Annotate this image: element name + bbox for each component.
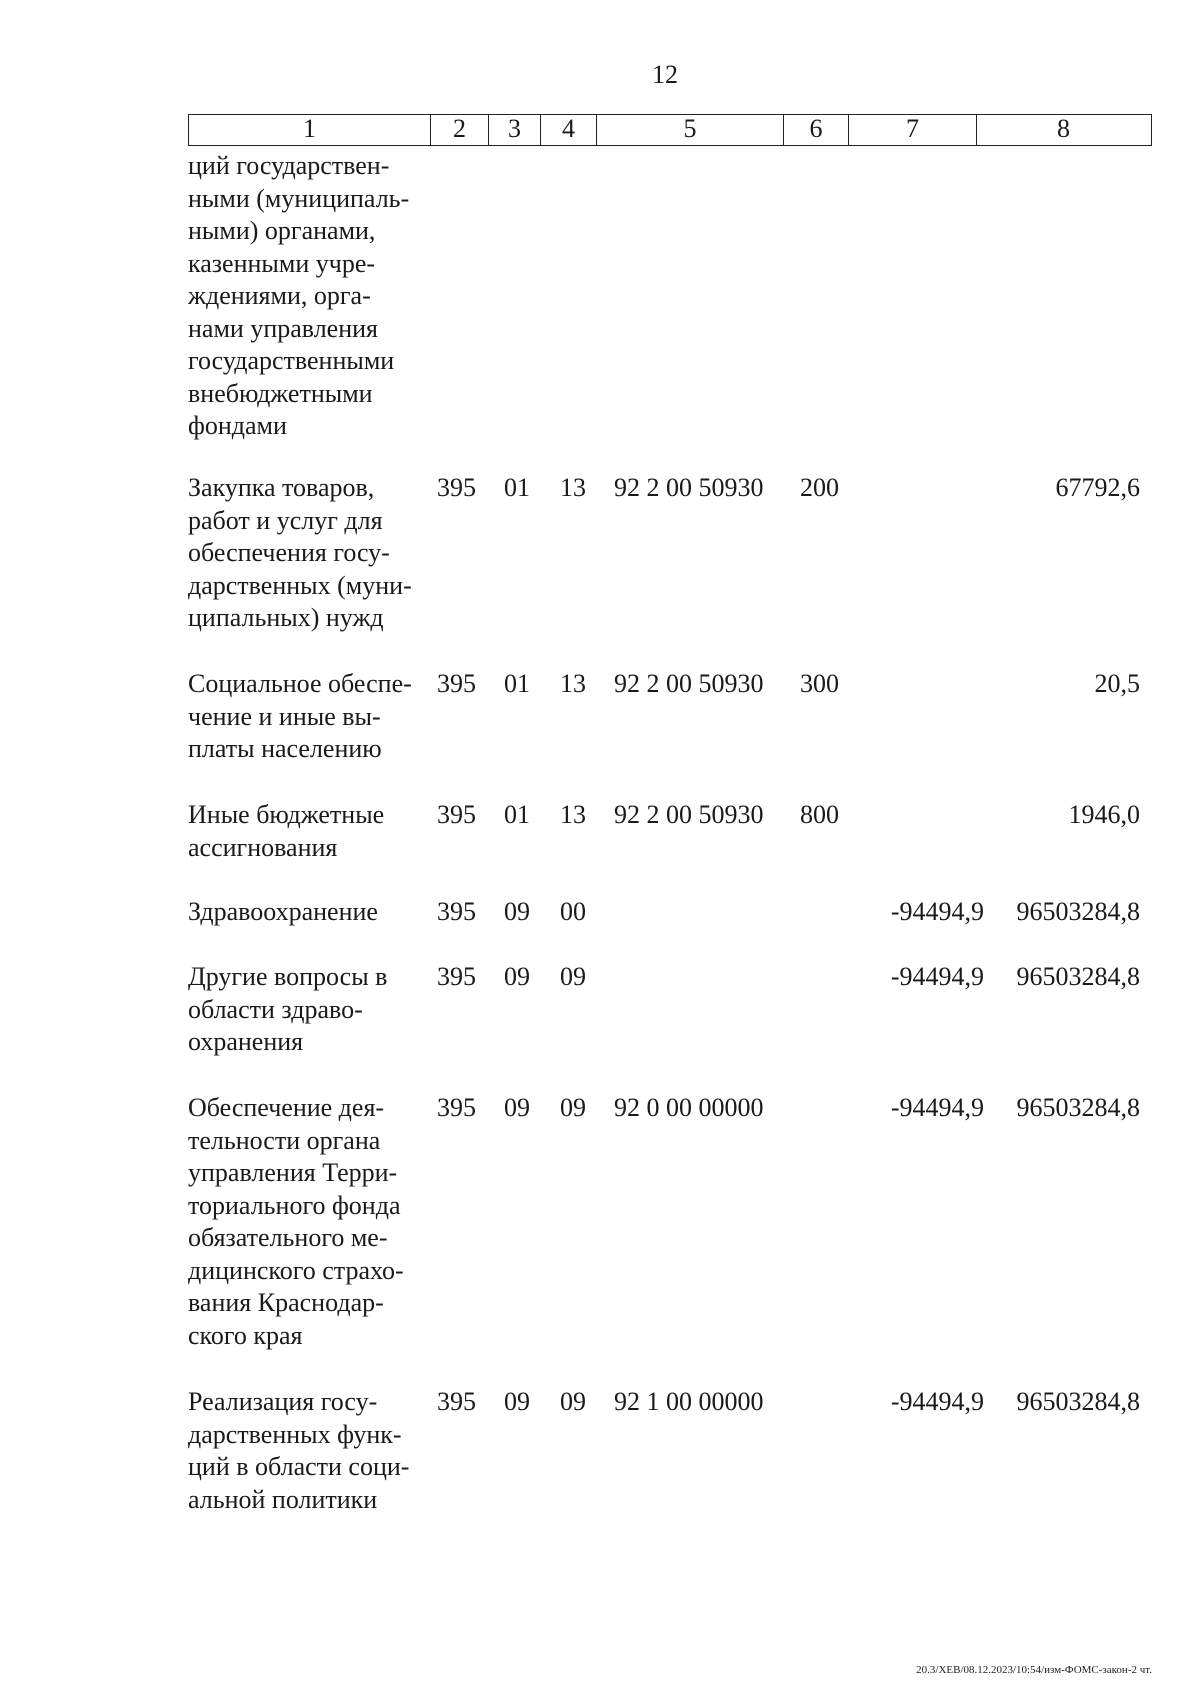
row-subsection-code: 13	[560, 800, 586, 829]
row-admin-code: 395	[437, 1093, 476, 1122]
row-amount-total: 96503284,8	[1016, 1387, 1140, 1416]
row-section-code: 09	[504, 1387, 530, 1416]
row-expense-type: 800	[800, 800, 839, 829]
row-admin-code: 395	[437, 962, 476, 991]
row-description: Закупка товаров, работ и услуг для обеспечения госу- дарственных (муни- ципальных) нужд	[188, 473, 412, 632]
header-col-6: 6	[784, 115, 849, 145]
row-subsection-code: 09	[560, 1387, 586, 1416]
row-amount-total: 20,5	[1094, 669, 1140, 698]
row-description: Другие вопросы в области здраво- охранения	[188, 962, 388, 1056]
row-admin-code: 395	[437, 1387, 476, 1416]
row-amount-total: 96503284,8	[1016, 962, 1140, 991]
footer-doc-id: 20.3/XEB/08.12.2023/10:54/изм-ФОМС-закон-2 чт.	[916, 1664, 1152, 1676]
row-expense-type: 200	[800, 473, 839, 502]
row-expense-type: 300	[800, 669, 839, 698]
row-amount-total: 96503284,8	[1016, 1093, 1140, 1122]
row-target-article: 92 0 00 00000	[614, 1093, 764, 1122]
row-section-code: 09	[504, 962, 530, 991]
header-col-2: 2	[431, 115, 489, 145]
row-subsection-code: 13	[560, 473, 586, 502]
header-col-1: 1	[189, 115, 431, 145]
row-section-code: 09	[504, 1093, 530, 1122]
row-admin-code: 395	[437, 473, 476, 502]
row-amount-total: 67792,6	[1055, 473, 1140, 502]
row-amount-change: -94494,9	[890, 1387, 984, 1416]
row-amount-total: 1946,0	[1068, 800, 1140, 829]
row-amount-total: 96503284,8	[1016, 897, 1140, 926]
page-number: 12	[652, 60, 678, 89]
row-amount-change: -94494,9	[890, 1093, 984, 1122]
row-section-code: 09	[504, 897, 530, 926]
row-admin-code: 395	[437, 897, 476, 926]
row-section-code: 01	[504, 669, 530, 698]
header-col-5: 5	[597, 115, 784, 145]
row-description: Обеспечение дея- тельности органа управления Терри- ториального фонда обязательного ме- дицинского страхо- вания Краснодар- ского края	[188, 1093, 404, 1350]
row-subsection-code: 00	[560, 897, 586, 926]
row-amount-change: -94494,9	[890, 962, 984, 991]
row-description: Здравоохранение	[188, 897, 378, 926]
row-target-article: 92 2 00 50930	[614, 800, 764, 829]
table-header	[188, 114, 1152, 146]
row-subsection-code: 13	[560, 669, 586, 698]
row-subsection-code: 09	[560, 962, 586, 991]
row-subsection-code: 09	[560, 1093, 586, 1122]
header-col-3: 3	[489, 115, 541, 145]
row-admin-code: 395	[437, 669, 476, 698]
header-col-4: 4	[541, 115, 597, 145]
row-target-article: 92 1 00 00000	[614, 1387, 764, 1416]
row-description: Социальное обеспе- чение и иные вы- платы населению	[188, 669, 412, 763]
row-amount-change: -94494,9	[890, 897, 984, 926]
header-col-7: 7	[849, 115, 977, 145]
row-description: Реализация госу- дарственных функ- ций в области соци- альной политики	[188, 1387, 410, 1514]
continuation-text: ций государствен- ными (муниципаль- ными) органами, казенными учре- ждениями, орга- нами управления государственными внебюджетными фондами	[188, 151, 410, 440]
row-target-article: 92 2 00 50930	[614, 473, 764, 502]
row-description: Иные бюджетные ассигнования	[188, 800, 385, 862]
row-section-code: 01	[504, 800, 530, 829]
header-col-8: 8	[1057, 114, 1070, 143]
row-admin-code: 395	[437, 800, 476, 829]
row-section-code: 01	[504, 473, 530, 502]
row-target-article: 92 2 00 50930	[614, 669, 764, 698]
